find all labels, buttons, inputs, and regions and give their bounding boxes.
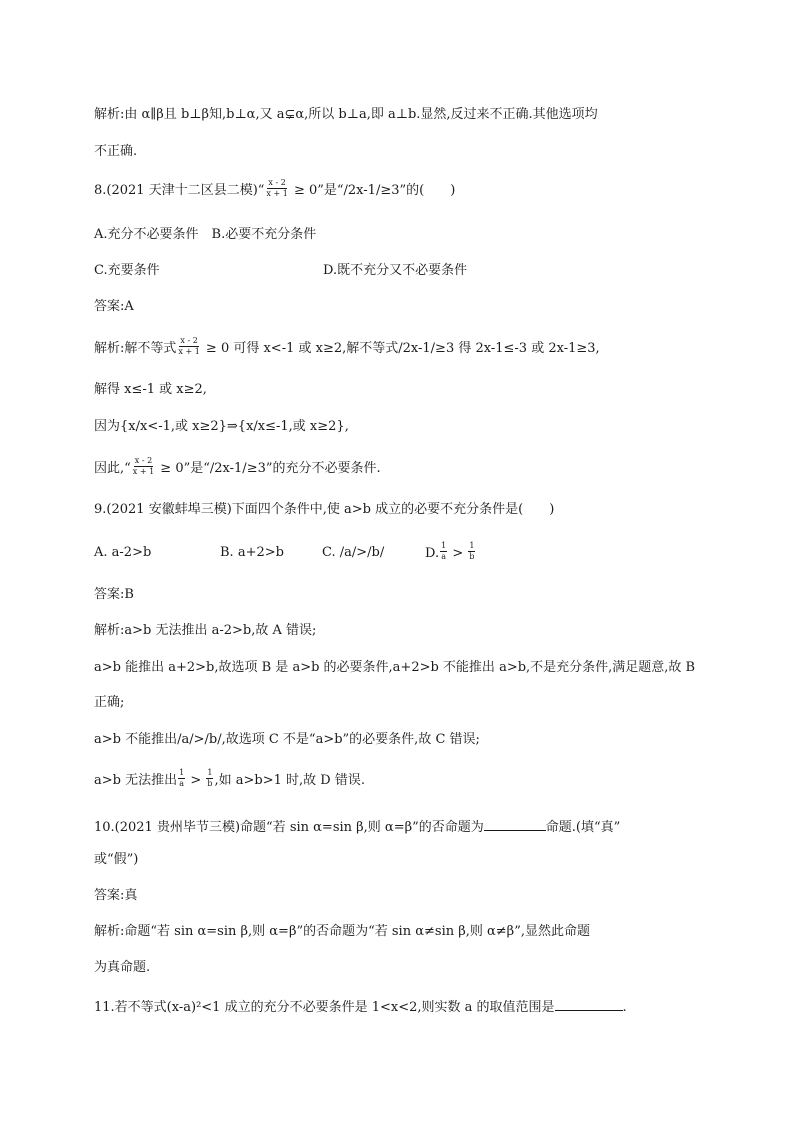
explanation-line xyxy=(94,768,365,790)
question-9-option-d xyxy=(425,541,476,563)
question-8-option-c: C.充要条件 xyxy=(94,263,160,278)
question-8-option-d: D.既不充分又不必要条件 xyxy=(323,263,468,278)
explanation-prefix: a>b 无法推出 xyxy=(94,773,178,788)
fraction xyxy=(178,769,185,788)
fraction-numerator: x - 2 xyxy=(134,456,153,465)
fraction-numerator: x - 2 xyxy=(180,336,198,345)
explanation-prefix: 因此,“ xyxy=(94,461,131,476)
fraction xyxy=(177,337,200,356)
greater-than: > xyxy=(448,546,468,561)
fraction-numerator: 1 xyxy=(441,541,447,550)
explanation-line: 解析:命题“若 sin α=sin β,则 α=β”的否命题为“若 sin α≠sin β,则 α≠β”,显然此命题 xyxy=(94,924,590,939)
fraction-denominator: x + 1 xyxy=(178,347,200,356)
fraction-denominator: b xyxy=(469,552,475,561)
explanation-suffix: ≥ 0 可得 x<-1 或 x≥2,解不等式/2x-1/≥3 得 2x-1≤-3 或 2x-1≥3, xyxy=(201,341,600,356)
explanation-line: 解析:a>b 无法推出 a-2>b,故 A 错误; xyxy=(94,623,317,638)
explanation-line xyxy=(94,456,381,478)
fraction xyxy=(468,542,475,561)
explanation-line: a>b 不能推出/a/>/b/,故选项 C 不是“a>b”的必要条件,故 C 错误; xyxy=(94,732,480,747)
fraction-numerator: 1 xyxy=(207,768,213,777)
question-8-suffix: ≥ 0”是“/2x-1/≥3”的( ) xyxy=(289,183,456,198)
explanation-line: 因为{x/x<-1,或 x≥2}⇒{x/x≤-1,或 x≥2}, xyxy=(94,419,349,434)
fraction xyxy=(440,542,447,561)
answer-line: 答案:A xyxy=(94,299,134,314)
question-9-option-a: A. a-2>b xyxy=(94,545,152,560)
question-8-options-ab: A.充分不必要条件 B.必要不充分条件 xyxy=(94,227,317,242)
answer-blank xyxy=(484,816,546,831)
fraction-numerator: x - 2 xyxy=(268,178,286,187)
question-10-suffix: 命题.(填“真” xyxy=(545,820,621,835)
question-8 xyxy=(94,178,456,200)
explanation-line: 不正确. xyxy=(94,144,138,159)
explanation-line: 为真命题. xyxy=(94,960,151,975)
greater-than: > xyxy=(186,773,206,788)
explanation-line: 正确; xyxy=(94,695,125,710)
question-9-option-b: B. a+2>b xyxy=(220,545,284,560)
explanation-prefix: 解析:解不等式 xyxy=(94,341,177,356)
question-10-line-2: 或“假”) xyxy=(94,852,139,867)
option-d-label: D. xyxy=(425,546,440,561)
explanation-line: 解析:由 α∥β且 b⊥β知,b⊥α,又 a⊊α,所以 b⊥a,即 a⊥b.显然,反过来不正确.其他选项均 xyxy=(94,107,598,122)
explanation-line: 解得 x≤-1 或 x≥2, xyxy=(94,382,207,397)
question-9: 9.(2021 安徽蚌埠三模)下面四个条件中,使 a>b 成立的必要不充分条件是( ) xyxy=(94,502,555,517)
answer-line: 答案:B xyxy=(94,587,134,602)
fraction-denominator: b xyxy=(207,779,213,788)
question-11-suffix: . xyxy=(622,1000,627,1015)
question-10 xyxy=(94,816,620,837)
explanation-suffix: ≥ 0”是“/2x-1/≥3”的充分不必要条件. xyxy=(156,461,381,476)
explanation-suffix: ,如 a>b>1 时,故 D 错误. xyxy=(214,773,365,788)
explanation-line: a>b 能推出 a+2>b,故选项 B 是 a>b 的必要条件,a+2>b 不能推出 a>b,不是充分条件,满足题意,故 B xyxy=(94,660,696,675)
fraction-denominator: a xyxy=(179,779,185,788)
fraction xyxy=(132,457,155,476)
fraction-denominator: x + 1 xyxy=(266,189,288,198)
explanation-line xyxy=(94,336,600,358)
question-8-prefix: 8.(2021 天津十二区县二模)“ xyxy=(94,183,265,198)
question-10-prefix: 10.(2021 贵州毕节三模)命题“若 sin α=sin β,则 α=β”的否命题为 xyxy=(94,820,484,835)
fraction xyxy=(206,769,213,788)
fraction-numerator: 1 xyxy=(179,768,185,777)
question-11 xyxy=(94,996,627,1017)
fraction xyxy=(265,179,288,198)
answer-line: 答案:真 xyxy=(94,888,138,903)
fraction-denominator: a xyxy=(441,552,447,561)
answer-blank xyxy=(555,996,623,1011)
fraction-numerator: 1 xyxy=(469,541,475,550)
fraction-denominator: x + 1 xyxy=(132,467,155,476)
question-9-option-c: C. /a/>/b/ xyxy=(322,545,385,560)
question-11-prefix: 11.若不等式(x-a)²<1 成立的充分不必要条件是 1<x<2,则实数 a 的取值范围是 xyxy=(94,1000,555,1015)
